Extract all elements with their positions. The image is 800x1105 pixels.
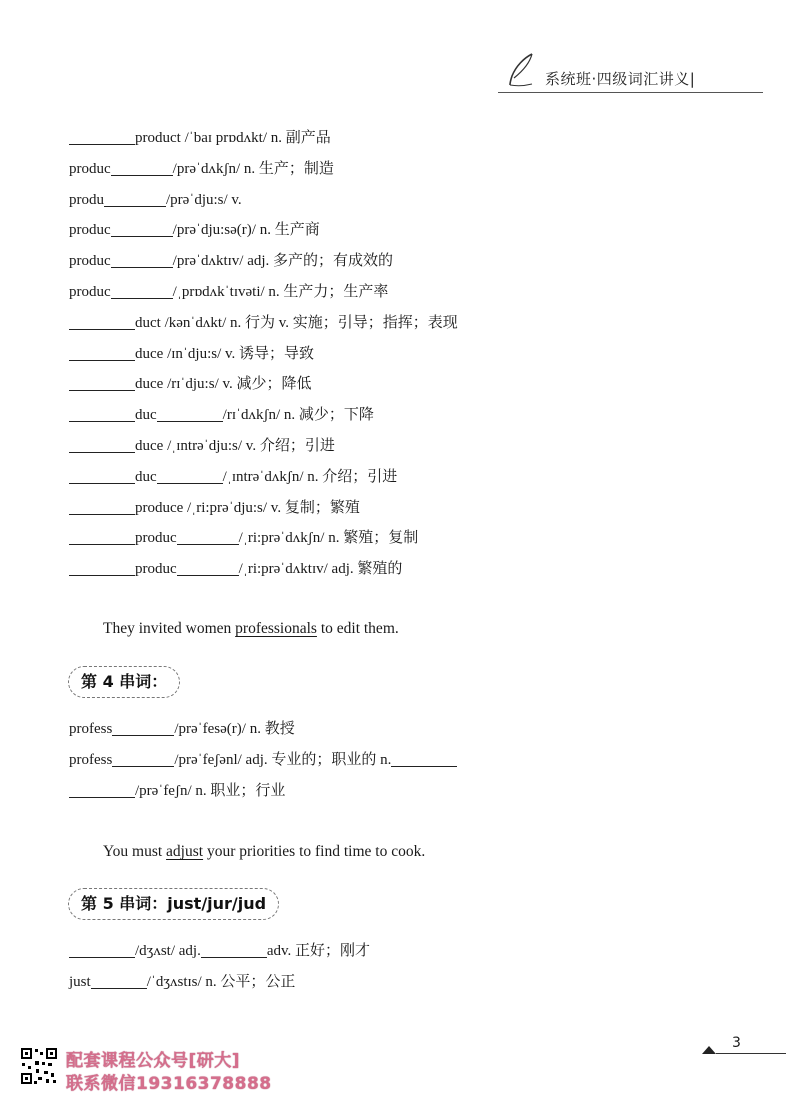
- fill-in-blank: [69, 468, 135, 484]
- vocab-line: [69, 159, 334, 179]
- vocab-text: /prəˈdʌktɪv/ adj. 多产的；有成效的: [172, 253, 394, 270]
- vocab-line: [69, 405, 374, 425]
- fill-in-blank: [111, 221, 173, 237]
- vocab-text: /prəˈdʌkʃn/ n. 生产；制造: [172, 160, 334, 177]
- fill-in-blank: [91, 973, 147, 989]
- fill-in-blank: [112, 720, 174, 736]
- fill-in-blank: [69, 942, 135, 958]
- vocab-text: /ˌri:prəˈdʌkʃn/ n. 繁殖；复制: [238, 530, 419, 547]
- fill-in-blank: [69, 129, 135, 145]
- vocab-text: duc: [135, 468, 157, 485]
- fill-in-blank: [201, 942, 267, 958]
- fill-in-blank: [69, 560, 135, 576]
- vocab-text: /ˌri:prəˈdʌktɪv/ adj. 繁殖的: [238, 561, 403, 578]
- fill-in-blank: [69, 499, 135, 515]
- vocab-text: produc: [135, 530, 177, 547]
- page-number-rule: [716, 1053, 786, 1054]
- header-rule: [498, 92, 763, 93]
- fill-in-blank: [112, 751, 174, 767]
- vocab-line: [69, 251, 393, 271]
- vocab-text: produc: [69, 222, 111, 239]
- vocab-line: [69, 128, 331, 148]
- fill-in-blank: [69, 529, 135, 545]
- vocab-text: duce /ɪnˈdju:s/ v. 诱导；导致: [135, 345, 315, 362]
- fill-in-blank: [69, 782, 135, 798]
- fill-in-blank: [177, 529, 239, 545]
- vocab-line: [69, 374, 312, 394]
- vocab-text: adv. 正好；刚才: [266, 943, 371, 959]
- vocab-line: [69, 190, 242, 210]
- vocab-line: [69, 972, 295, 992]
- vocab-text: produce /ˌri:prəˈdju:s/ v. 复制；繁殖: [135, 499, 360, 516]
- fill-in-blank: [111, 283, 173, 299]
- vocab-line: [69, 282, 388, 302]
- vocab-text: produ: [69, 191, 104, 208]
- section-5-badge: 第 5 串词：just/jur/jud: [68, 888, 279, 920]
- promo-line-1: 配套课程公众号[研大]: [66, 1051, 241, 1071]
- vocab-line: [69, 941, 370, 961]
- fill-in-blank: [391, 751, 457, 767]
- highlighted-word: adjust: [166, 843, 204, 860]
- fill-in-blank: [69, 314, 135, 330]
- fill-in-blank: [69, 345, 135, 361]
- vocab-line: [69, 719, 295, 739]
- vocab-line: [69, 498, 360, 518]
- fill-in-blank: [177, 560, 239, 576]
- vocab-text: duc: [135, 407, 157, 424]
- fill-in-blank: [111, 160, 173, 176]
- vocab-text: produc: [135, 561, 177, 578]
- vocab-line: [69, 559, 402, 579]
- page-number: 3: [732, 1035, 741, 1051]
- vocab-text: profess: [69, 752, 113, 768]
- page-header: [498, 52, 758, 100]
- fill-in-blank: [69, 406, 135, 422]
- fill-in-blank: [104, 191, 166, 207]
- vocab-text: produc: [69, 284, 111, 300]
- vocab-line: [69, 344, 314, 364]
- promo-line-2: 联系微信19316378888: [66, 1074, 272, 1094]
- page-marker-triangle-icon: [702, 1046, 716, 1054]
- vocab-text: duce /ˌɪntrəˈdju:s/ v. 介绍；引进: [135, 438, 335, 454]
- vocab-text: /prəˈfesə(r)/ n. 教授: [174, 721, 295, 737]
- vocab-text: profess: [69, 721, 113, 737]
- fill-in-blank: [111, 252, 173, 268]
- fill-in-blank: [69, 437, 135, 453]
- vocab-text: /ˌɪntrəˈdʌkʃn/ n. 介绍；引进: [222, 468, 398, 485]
- vocab-text: /ˈdʒʌstɪs/ n. 公平；公正: [146, 974, 296, 990]
- vocab-text: /ˌprɒdʌkˈtɪvəti/ n. 生产力；生产率: [172, 284, 389, 300]
- fill-in-blank: [157, 406, 223, 422]
- vocab-line: [69, 313, 458, 333]
- vocab-text: /rɪˈdʌkʃn/ n. 减少；下降: [222, 407, 374, 424]
- vocab-text: duct /kənˈdʌkt/ n. 行为 v. 实施；引导；指挥；表现: [135, 314, 458, 331]
- vocab-line: [69, 750, 457, 770]
- vocab-text: /prəˈfeʃənl/ adj. 专业的；职业的 n.: [174, 752, 392, 768]
- vocab-line: [69, 436, 335, 456]
- quill-pen-icon: [502, 52, 542, 90]
- vocab-text: product /ˈbaɪ prɒdʌkt/ n. 副产品: [135, 130, 331, 146]
- vocab-line: [69, 220, 320, 240]
- example-sentence-2: You must adjust your priorities to find time to cook.: [103, 843, 426, 860]
- vocab-text: just: [69, 974, 91, 990]
- vocab-text: duce /rɪˈdju:s/ v. 减少；降低: [135, 376, 312, 393]
- vocab-text: produc: [69, 160, 111, 177]
- vocab-line: [69, 528, 418, 548]
- vocab-line: [69, 467, 397, 487]
- vocab-text: /prəˈdju:s/ v.: [166, 191, 242, 208]
- highlighted-word: professionals: [235, 620, 317, 637]
- fill-in-blank: [69, 375, 135, 391]
- vocab-text: /dʒʌst/ adj.: [135, 943, 201, 959]
- vocab-line: [69, 781, 285, 801]
- qr-code-icon[interactable]: [20, 1047, 58, 1085]
- section-4-badge: 第 4 串词：: [68, 666, 180, 698]
- vocab-text: /prəˈdju:sə(r)/ n. 生产商: [172, 222, 320, 239]
- vocab-text: produc: [69, 253, 111, 270]
- fill-in-blank: [157, 468, 223, 484]
- example-sentence-1: They invited women professionals to edit them.: [103, 620, 399, 637]
- header-title: 系统班·四级词汇讲义|: [545, 70, 696, 88]
- vocab-text: /prəˈfeʃn/ n. 职业；行业: [135, 783, 286, 799]
